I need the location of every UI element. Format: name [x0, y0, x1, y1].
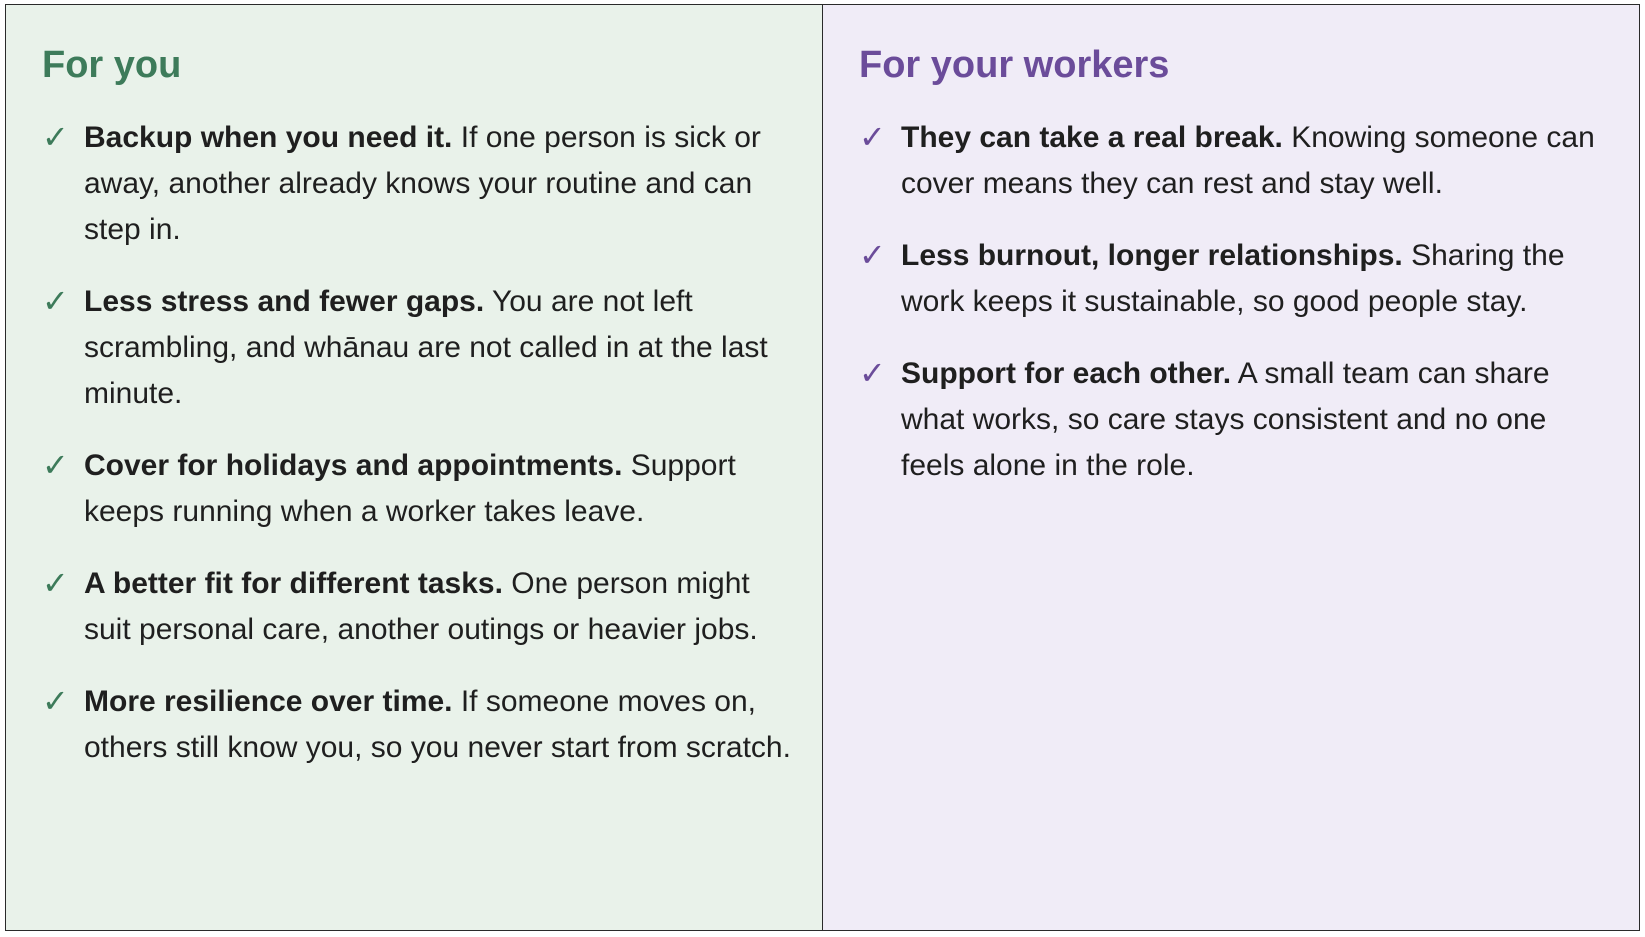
item-text: [84, 279, 792, 417]
checkmark-icon: ✓: [859, 354, 886, 391]
item-text: [901, 115, 1609, 207]
item-text: [84, 115, 792, 253]
list-item: [859, 115, 1609, 207]
checkmark-icon: ✓: [42, 118, 69, 155]
item-bold: They can take a real break.: [901, 120, 1283, 154]
item-rest: You are not left scrambling, and whānau are not called in at the last minute.: [84, 284, 768, 410]
for-you-column: [6, 5, 823, 930]
list-item: [42, 679, 792, 771]
list-item: [859, 233, 1609, 325]
benefits-table: [5, 4, 1640, 931]
for-you-heading: For you: [42, 44, 182, 86]
checkmark-icon: ✓: [42, 446, 69, 483]
checkmark-icon: ✓: [42, 564, 69, 601]
list-item: [42, 115, 792, 253]
list-item: [859, 351, 1609, 489]
item-bold: A better fit for different tasks.: [84, 566, 503, 600]
item-rest: One person might suit personal care, another outings or heavier jobs.: [84, 566, 758, 646]
checkmark-icon: ✓: [42, 282, 69, 319]
checkmark-icon: ✓: [859, 236, 886, 273]
item-bold: Support for each other.: [901, 356, 1232, 390]
item-rest: Knowing someone can cover means they can rest and stay well.: [901, 120, 1595, 200]
item-bold: More resilience over time.: [84, 684, 453, 718]
for-your-workers-heading: For your workers: [859, 44, 1170, 86]
checkmark-icon: ✓: [859, 118, 886, 155]
item-rest: If someone moves on, others still know you, so you never start from scratch.: [84, 684, 791, 764]
item-text: [84, 443, 792, 535]
item-bold: Cover for holidays and appointments.: [84, 448, 623, 482]
item-bold: Less burnout, longer relationships.: [901, 238, 1403, 272]
item-rest: Support keeps running when a worker takes leave.: [84, 448, 736, 528]
checkmark-icon: ✓: [42, 682, 69, 719]
item-text: [84, 561, 792, 653]
item-text: [84, 679, 792, 771]
item-text: [901, 351, 1609, 489]
item-text: [901, 233, 1609, 325]
item-bold: Less stress and fewer gaps.: [84, 284, 485, 318]
item-rest: If one person is sick or away, another already knows your routine and can step in.: [84, 120, 761, 246]
list-item: [42, 279, 792, 417]
item-rest: Sharing the work keeps it sustainable, so good people stay.: [901, 238, 1565, 318]
item-rest: A small team can share what works, so care stays consistent and no one feels alone in the role.: [901, 356, 1550, 482]
item-bold: Backup when you need it.: [84, 120, 453, 154]
list-item: [42, 443, 792, 535]
list-item: [42, 561, 792, 653]
for-your-workers-column: [823, 5, 1639, 930]
